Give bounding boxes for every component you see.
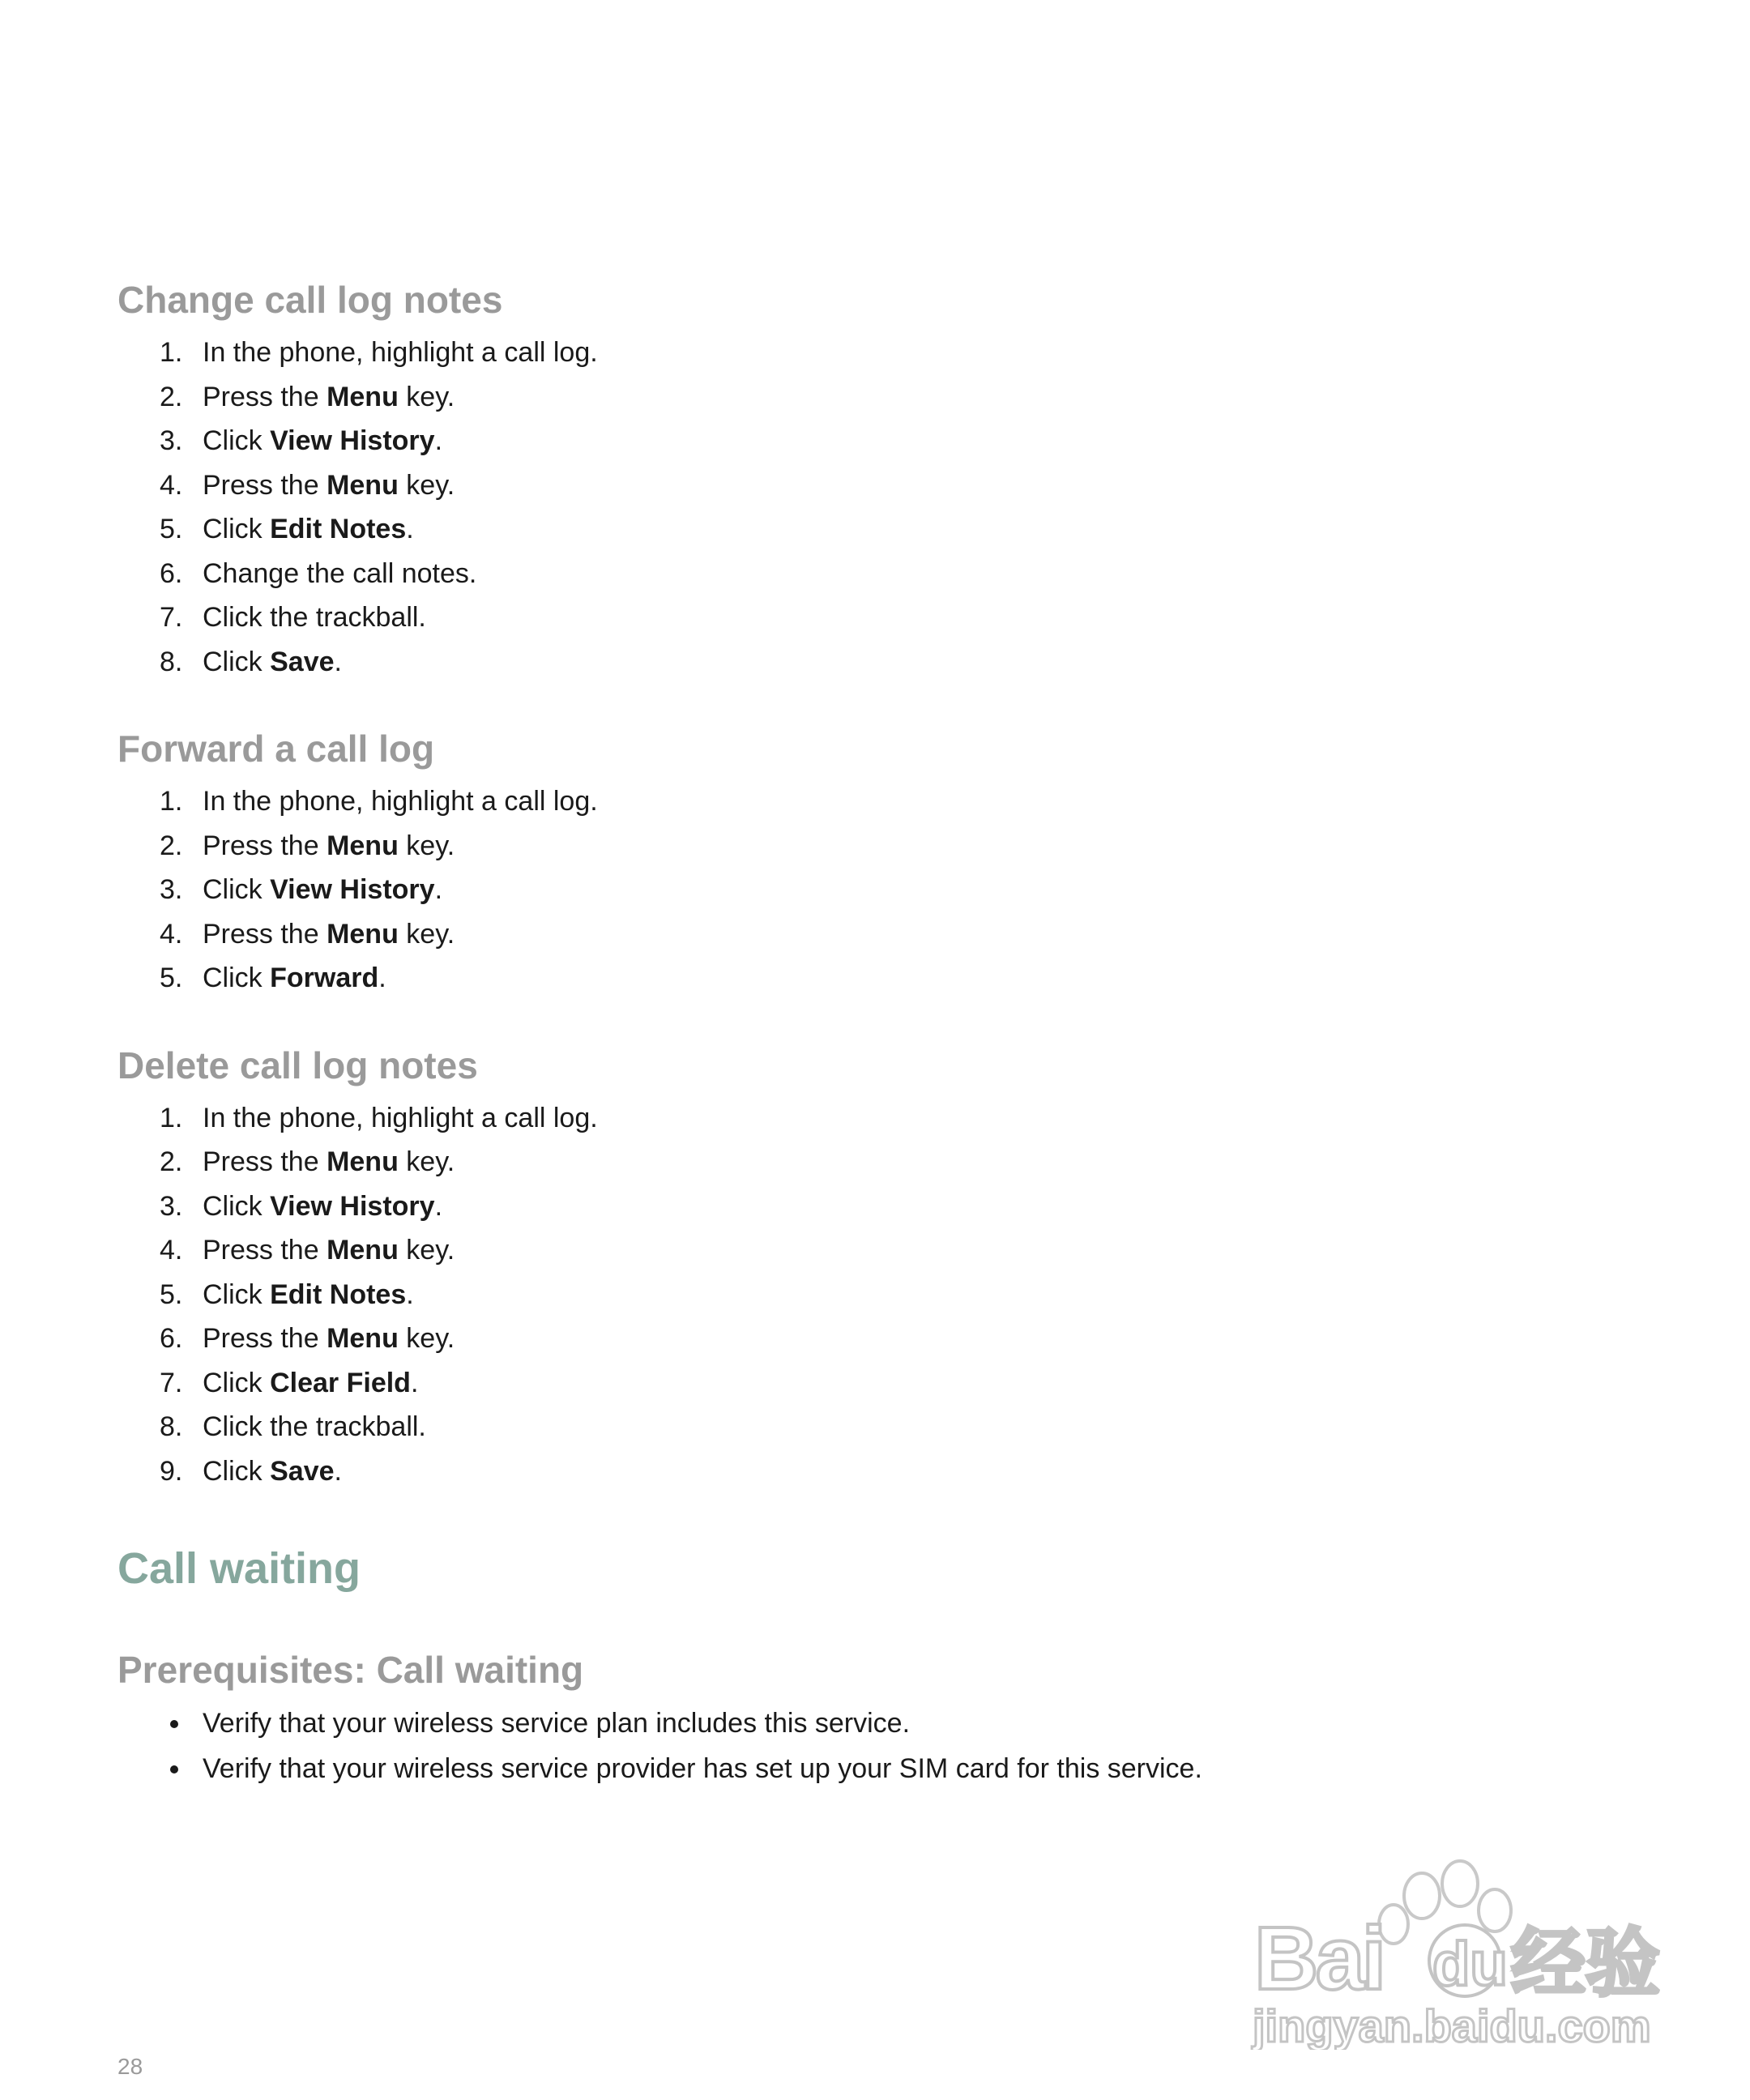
step-text-end: . bbox=[410, 1367, 419, 1398]
svg-text:jingyan.baidu.com: jingyan.baidu.com bbox=[1253, 2000, 1651, 2050]
step-item bbox=[117, 1096, 1657, 1141]
step-number: 5. bbox=[160, 514, 183, 544]
step-keyword: Save bbox=[270, 1455, 335, 1487]
step-item bbox=[117, 779, 1657, 824]
step-item bbox=[117, 1184, 1657, 1229]
svg-text:经验: 经验 bbox=[1511, 1920, 1661, 2007]
step-text: In the phone, highlight a call log. bbox=[203, 337, 598, 368]
step-number: 6. bbox=[160, 557, 183, 589]
step-text-end: key. bbox=[398, 1323, 455, 1354]
step-number: 5. bbox=[160, 962, 183, 993]
step-text: Press the bbox=[203, 381, 327, 412]
step-text: Click bbox=[203, 1455, 271, 1487]
step-item bbox=[117, 1317, 1657, 1361]
step-text-end: key. bbox=[398, 381, 455, 412]
step-keyword: Menu bbox=[327, 1146, 399, 1177]
step-text: Press the bbox=[203, 830, 327, 861]
svg-text:Bai: Bai bbox=[1254, 1909, 1384, 2008]
step-text: Click the trackball. bbox=[203, 1411, 426, 1442]
step-item bbox=[117, 1140, 1657, 1184]
step-number: 2. bbox=[160, 381, 183, 412]
step-number: 7. bbox=[160, 602, 183, 633]
step-number: 5. bbox=[160, 1278, 183, 1310]
step-number: 4. bbox=[160, 469, 183, 501]
step-number: 3. bbox=[160, 1190, 183, 1222]
step-text-end: . bbox=[434, 425, 443, 456]
step-number: 2. bbox=[160, 830, 183, 861]
document-page bbox=[117, 275, 1657, 1791]
step-text: Click bbox=[203, 874, 271, 905]
step-item bbox=[117, 331, 1657, 375]
step-text-end: key. bbox=[398, 918, 455, 950]
step-text: Click bbox=[203, 1367, 271, 1398]
step-text-end: key. bbox=[398, 1146, 455, 1177]
section-heading-prerequisites: Prerequisites: Call waiting bbox=[117, 1649, 584, 1691]
step-item bbox=[117, 552, 1657, 596]
section-heading-change-call-log-notes: Change call log notes bbox=[117, 279, 503, 321]
step-keyword: Edit Notes bbox=[270, 514, 407, 544]
step-text-end: key. bbox=[398, 469, 455, 501]
section-heading-forward-a-call-log: Forward a call log bbox=[117, 728, 435, 770]
step-text: Press the bbox=[203, 1323, 327, 1354]
step-keyword: Clear Field bbox=[270, 1367, 411, 1398]
step-item bbox=[117, 419, 1657, 463]
step-number: 4. bbox=[160, 1235, 183, 1266]
step-keyword: Menu bbox=[327, 830, 399, 861]
step-number: 4. bbox=[160, 918, 183, 950]
bullet-icon bbox=[170, 1720, 178, 1728]
step-item bbox=[117, 1405, 1657, 1449]
step-keyword: View History bbox=[270, 874, 435, 905]
step-keyword: View History bbox=[270, 425, 435, 456]
step-keyword: Menu bbox=[327, 469, 399, 501]
step-keyword: Menu bbox=[327, 1323, 399, 1354]
step-keyword: Menu bbox=[327, 1235, 399, 1266]
step-list-forward-a-call-log bbox=[117, 779, 1657, 1001]
baidu-paw-logo-icon bbox=[1248, 1847, 1669, 2050]
step-item bbox=[117, 912, 1657, 957]
step-text-end: . bbox=[378, 962, 386, 993]
prerequisite-text: Verify that your wireless service provider has set up your SIM card for this service. bbox=[203, 1753, 1202, 1784]
step-text: Click bbox=[203, 1190, 271, 1222]
baidu-jingyan-watermark bbox=[1248, 1847, 1669, 2050]
step-item bbox=[117, 956, 1657, 1001]
step-text: Click bbox=[203, 962, 271, 993]
step-text-end: . bbox=[434, 1190, 443, 1222]
step-text: Click bbox=[203, 1278, 271, 1310]
prerequisite-item bbox=[117, 1746, 1657, 1791]
page-number: 28 bbox=[117, 2054, 143, 2079]
step-item bbox=[117, 640, 1657, 685]
step-number: 7. bbox=[160, 1367, 183, 1398]
bullet-icon bbox=[170, 1765, 178, 1773]
step-keyword: Save bbox=[270, 646, 335, 677]
step-text: Press the bbox=[203, 469, 327, 501]
step-text-end: . bbox=[434, 874, 443, 905]
step-number: 9. bbox=[160, 1455, 183, 1487]
step-text-end: . bbox=[406, 1278, 414, 1310]
step-number: 2. bbox=[160, 1146, 183, 1177]
step-number: 3. bbox=[160, 874, 183, 905]
step-number: 1. bbox=[160, 786, 183, 817]
step-item bbox=[117, 1361, 1657, 1406]
step-text: In the phone, highlight a call log. bbox=[203, 786, 598, 817]
step-keyword: View History bbox=[270, 1190, 435, 1222]
prerequisite-item bbox=[117, 1701, 1657, 1746]
step-number: 8. bbox=[160, 1411, 183, 1442]
svg-text:du: du bbox=[1432, 1930, 1508, 1999]
step-number: 1. bbox=[160, 337, 183, 368]
step-item bbox=[117, 375, 1657, 420]
step-keyword: Menu bbox=[327, 918, 399, 950]
step-item bbox=[117, 507, 1657, 552]
step-text-end: key. bbox=[398, 830, 455, 861]
step-text-end: key. bbox=[398, 1235, 455, 1266]
step-item bbox=[117, 1273, 1657, 1317]
step-list-change-call-log-notes bbox=[117, 331, 1657, 684]
step-item bbox=[117, 1228, 1657, 1273]
step-text: Click bbox=[203, 514, 271, 544]
main-heading-call-waiting: Call waiting bbox=[117, 1544, 361, 1593]
step-item bbox=[117, 1449, 1657, 1494]
step-item bbox=[117, 868, 1657, 912]
step-item bbox=[117, 463, 1657, 508]
step-text: Click the trackball. bbox=[203, 602, 426, 633]
step-keyword: Menu bbox=[327, 381, 399, 412]
prerequisite-list bbox=[117, 1701, 1657, 1791]
step-item bbox=[117, 595, 1657, 640]
step-text: Press the bbox=[203, 1235, 327, 1266]
step-number: 1. bbox=[160, 1102, 183, 1133]
step-text-end: . bbox=[334, 646, 342, 677]
step-text: Press the bbox=[203, 1146, 327, 1177]
step-keyword: Edit Notes bbox=[270, 1278, 407, 1310]
section-heading-delete-call-log-notes: Delete call log notes bbox=[117, 1044, 478, 1086]
step-number: 3. bbox=[160, 425, 183, 456]
step-number: 8. bbox=[160, 646, 183, 677]
step-list-delete-call-log-notes bbox=[117, 1096, 1657, 1494]
step-text: Change the call notes. bbox=[203, 557, 477, 589]
step-text: Click bbox=[203, 425, 271, 456]
step-text-end: . bbox=[334, 1455, 342, 1487]
step-text-end: . bbox=[406, 514, 414, 544]
step-text: Click bbox=[203, 646, 271, 677]
prerequisite-text: Verify that your wireless service plan includes this service. bbox=[203, 1708, 911, 1739]
step-number: 6. bbox=[160, 1323, 183, 1354]
step-keyword: Forward bbox=[270, 962, 379, 993]
step-item bbox=[117, 824, 1657, 869]
step-text: Press the bbox=[203, 918, 327, 950]
step-text: In the phone, highlight a call log. bbox=[203, 1102, 598, 1133]
